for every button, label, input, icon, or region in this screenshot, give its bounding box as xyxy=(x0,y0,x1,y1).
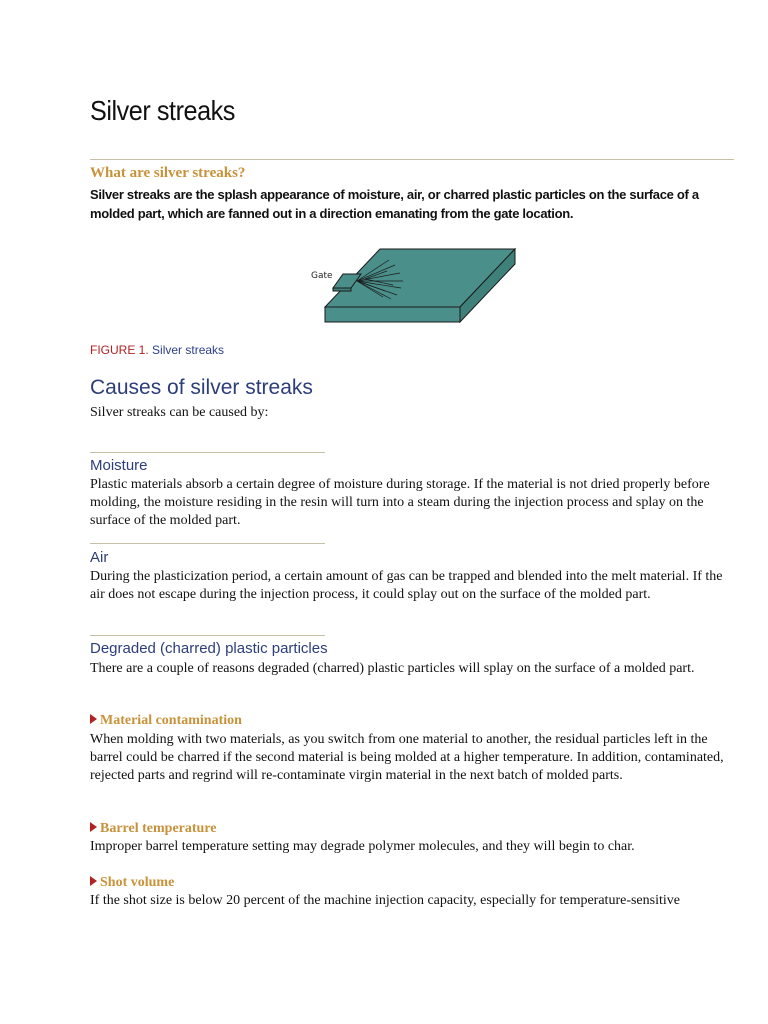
bullet-arrow-icon xyxy=(90,822,97,832)
shot-volume-text: If the shot size is below 20 percent of the machine injection capacity, especially for temperature-sensitive xyxy=(90,893,680,908)
question-answer: Silver streaks are the splash appearance of moisture, air, or charred plastic particles on the surface of a molded part, which are fanned out in a direction emanating from the gate location. xyxy=(90,187,699,221)
divider xyxy=(90,452,325,453)
moisture-heading: Moisture xyxy=(90,457,148,474)
silver-streaks-figure xyxy=(305,243,525,329)
question-heading: What are silver streaks? xyxy=(90,165,246,181)
bullet-arrow-icon xyxy=(90,714,97,724)
material-contamination-heading: Material contamination xyxy=(90,713,242,729)
page-title: Silver streaks xyxy=(90,95,235,126)
divider xyxy=(90,543,325,544)
figure-caption-text: Silver streaks xyxy=(152,343,225,357)
plate-front-face xyxy=(325,307,460,322)
material-contamination-text: When molding with two materials, as you switch from one material to another, the residual particles left in the barrel could be charred if the second material is being molded at a higher temperature. In addition, contaminated, rejected parts and regrind will re-contaminate virgin material in the next batch of molded parts. xyxy=(90,732,724,783)
air-text: During the plasticization period, a certain amount of gas can be trapped and blended into the melt material. If the air does not escape during the injection process, it could splay out on the surface of the molded part. xyxy=(90,569,723,602)
barrel-temperature-heading: Barrel temperature xyxy=(90,821,217,837)
causes-intro: Silver streaks can be caused by: xyxy=(90,405,269,420)
divider xyxy=(90,635,325,636)
shot-volume-heading: Shot volume xyxy=(90,875,174,891)
divider xyxy=(90,159,734,160)
gate-label: Gate xyxy=(311,271,333,281)
air-heading: Air xyxy=(90,549,109,566)
degraded-text: There are a couple of reasons degraded (charred) plastic particles will splay on the surface of a molded part. xyxy=(90,661,695,676)
causes-heading: Causes of silver streaks xyxy=(90,376,313,399)
figure-caption-number: FIGURE 1. xyxy=(90,343,149,357)
figure-caption xyxy=(90,343,224,357)
moisture-text: Plastic materials absorb a certain degree of moisture during storage. If the material is not dried properly before molding, the moisture residing in the resin will turn into a steam during the injection process and splay on the surface of the molded part. xyxy=(90,477,710,528)
degraded-heading: Degraded (charred) plastic particles xyxy=(90,640,328,657)
barrel-temperature-text: Improper barrel temperature setting may degrade polymer molecules, and they will begin to char. xyxy=(90,839,635,854)
bullet-arrow-icon xyxy=(90,876,97,886)
